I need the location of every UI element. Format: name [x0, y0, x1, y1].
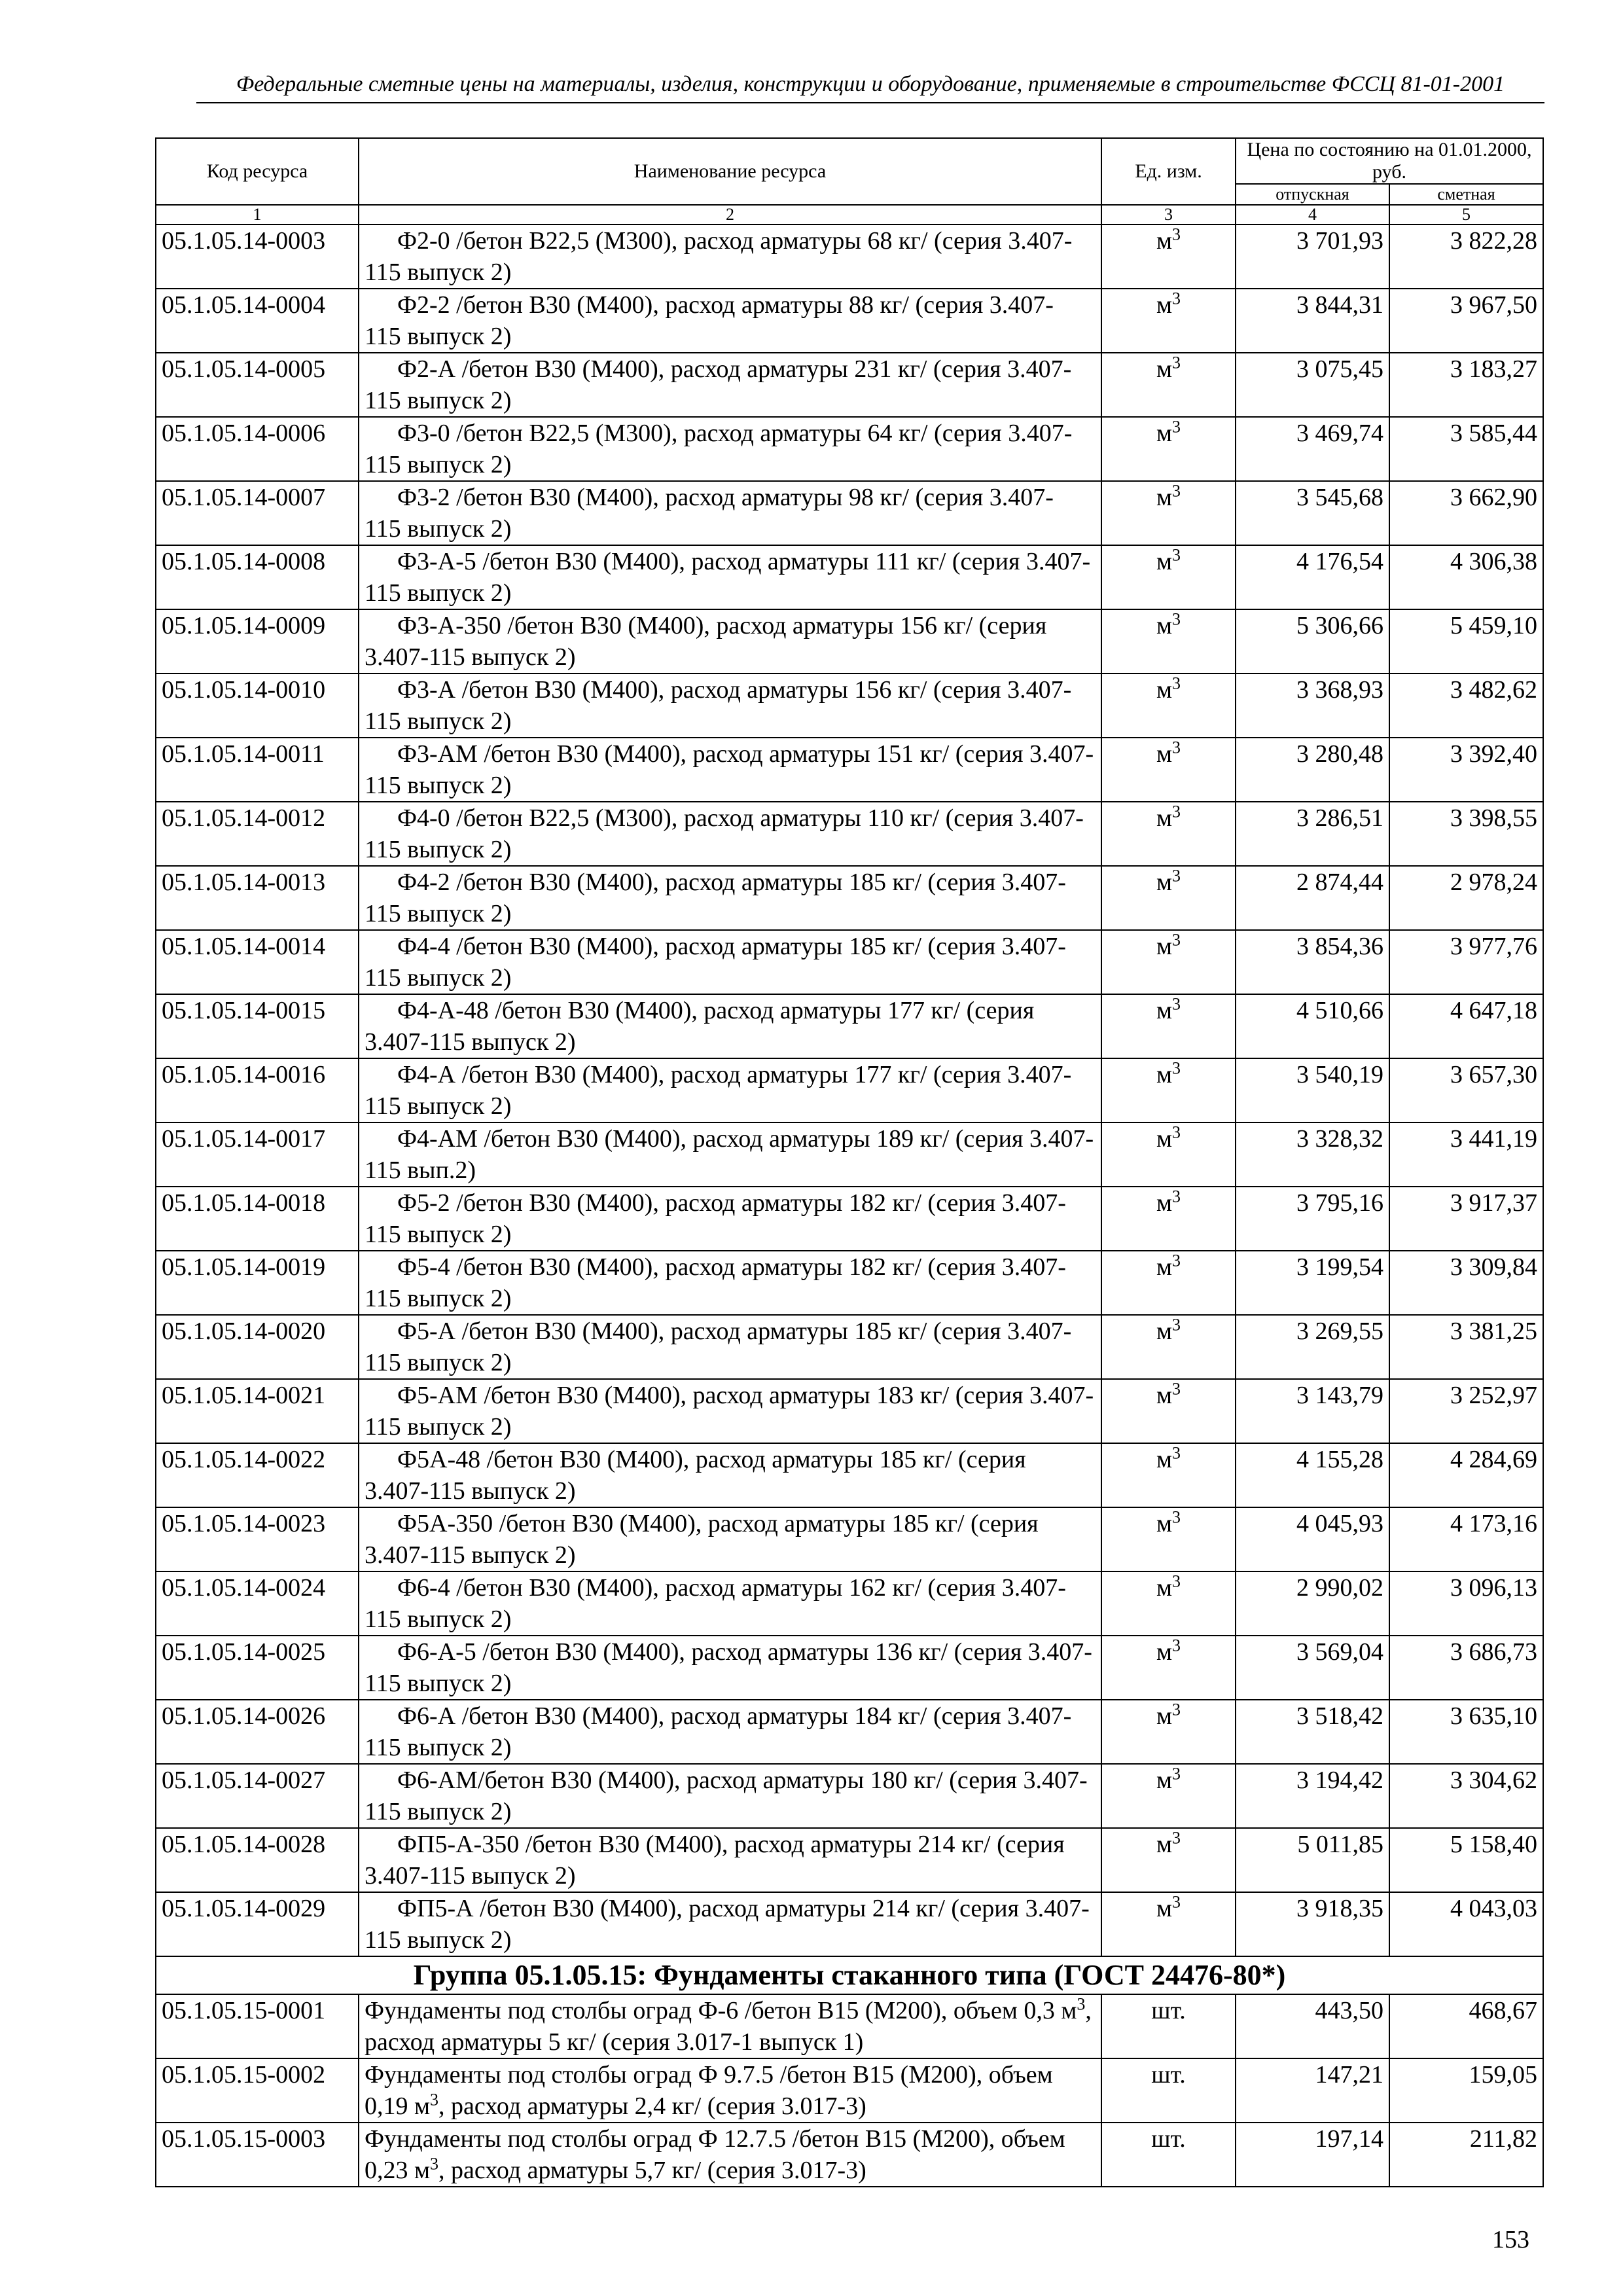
unit-label: м: [1156, 420, 1173, 447]
table-row: [156, 994, 1543, 1058]
table-row: [156, 1764, 1543, 1828]
unit-cell: [1101, 1892, 1236, 1956]
unit-label: м: [1156, 804, 1173, 832]
unit-label: шт.: [1101, 2058, 1236, 2123]
wholesale-price: 443,50: [1236, 1994, 1389, 2058]
wholesale-price: 3 795,16: [1236, 1187, 1389, 1251]
table-row: [156, 481, 1543, 545]
table-row: [156, 609, 1543, 673]
estimate-price: 4 647,18: [1389, 994, 1543, 1058]
unit-label: м: [1156, 1702, 1173, 1730]
unit-label: м: [1156, 227, 1173, 255]
wholesale-price: 4 510,66: [1236, 994, 1389, 1058]
unit-cell: [1101, 1571, 1236, 1636]
table-row: [156, 1828, 1543, 1892]
estimate-price: 4 306,38: [1389, 545, 1543, 609]
estimate-price: 3 309,84: [1389, 1251, 1543, 1315]
unit-exponent: 3: [1172, 1828, 1181, 1848]
estimate-price: 3 183,27: [1389, 353, 1543, 417]
resource-name-part: , расход арматуры 2,4 кг/ (серия 3.017-3): [438, 2092, 866, 2120]
table-row: [156, 289, 1543, 353]
table-row: [156, 1636, 1543, 1700]
resource-name: [359, 1994, 1101, 2058]
resource-name-part: , расход арматуры 5 кг/ (серия 3.017-1 выпуск 1): [365, 1997, 1092, 2056]
resource-code: 05.1.05.14-0029: [156, 1892, 359, 1956]
estimate-price: 468,67: [1389, 1994, 1543, 2058]
unit-exponent: 3: [1172, 1251, 1181, 1270]
table-row: [156, 1379, 1543, 1443]
unit-label: м: [1156, 1189, 1173, 1217]
unit-exponent: 3: [1172, 1058, 1181, 1078]
estimate-price: 3 822,28: [1389, 224, 1543, 289]
wholesale-price: 4 155,28: [1236, 1443, 1389, 1507]
wholesale-price: 3 280,48: [1236, 738, 1389, 802]
unit-cell: [1101, 1122, 1236, 1187]
unit-label: м: [1156, 612, 1173, 639]
resource-name: Ф3-А-350 /бетон В30 (М400), расход арматуры 156 кг/ (серия 3.407-115 выпуск 2): [359, 609, 1101, 673]
unit-exponent: 3: [1172, 1122, 1181, 1142]
unit-label: м: [1156, 1318, 1173, 1345]
unit-label: шт.: [1101, 1994, 1236, 2058]
resource-code: 05.1.05.14-0006: [156, 417, 359, 481]
col-number: 2: [359, 205, 1101, 224]
wholesale-price: 3 518,42: [1236, 1700, 1389, 1764]
col-number: 5: [1389, 205, 1543, 224]
resource-code: 05.1.05.14-0013: [156, 866, 359, 930]
unit-exponent: 3: [1172, 1700, 1181, 1719]
unit-cell: [1101, 545, 1236, 609]
resource-name: Ф4-А /бетон В30 (М400), расход арматуры 177 кг/ (серия 3.407-115 выпуск 2): [359, 1058, 1101, 1122]
unit-label: м: [1156, 1446, 1173, 1473]
table-row: [156, 1700, 1543, 1764]
unit-label: м: [1156, 1061, 1173, 1088]
table-row: [156, 1251, 1543, 1315]
unit-cell: [1101, 1058, 1236, 1122]
table-row: [156, 1058, 1543, 1122]
col-header-unit: Ед. изм.: [1101, 138, 1236, 205]
unit-label: м: [1156, 740, 1173, 768]
wholesale-price: 3 545,68: [1236, 481, 1389, 545]
resource-code: 05.1.05.14-0022: [156, 1443, 359, 1507]
col-number: 1: [156, 205, 359, 224]
unit-label: м: [1156, 291, 1173, 319]
estimate-price: 3 482,62: [1389, 673, 1543, 738]
resource-name: Ф4-0 /бетон В22,5 (М300), расход арматуры 110 кг/ (серия 3.407-115 выпуск 2): [359, 802, 1101, 866]
estimate-price: 159,05: [1389, 2058, 1543, 2123]
unit-exponent: 3: [1172, 930, 1181, 950]
estimate-price: 3 392,40: [1389, 738, 1543, 802]
volume-exponent: 3: [430, 2154, 439, 2174]
estimate-price: 5 459,10: [1389, 609, 1543, 673]
estimate-price: 5 158,40: [1389, 1828, 1543, 1892]
estimate-price: 3 977,76: [1389, 930, 1543, 994]
unit-exponent: 3: [1172, 1636, 1181, 1655]
unit-exponent: 3: [1172, 802, 1181, 821]
resource-code: 05.1.05.14-0012: [156, 802, 359, 866]
unit-cell: [1101, 994, 1236, 1058]
unit-exponent: 3: [1172, 417, 1181, 437]
wholesale-price: 3 918,35: [1236, 1892, 1389, 1956]
col-header-wholesale: отпускная: [1236, 184, 1389, 205]
unit-exponent: 3: [1172, 738, 1181, 757]
unit-cell: [1101, 866, 1236, 930]
resource-code: 05.1.05.14-0027: [156, 1764, 359, 1828]
unit-exponent: 3: [1172, 866, 1181, 886]
estimate-price: 211,82: [1389, 2123, 1543, 2187]
unit-cell: [1101, 1251, 1236, 1315]
resource-name: Ф6-АМ/бетон В30 (М400), расход арматуры 180 кг/ (серия 3.407-115 выпуск 2): [359, 1764, 1101, 1828]
resource-code: 05.1.05.14-0023: [156, 1507, 359, 1571]
resource-code: 05.1.05.14-0015: [156, 994, 359, 1058]
wholesale-price: 3 569,04: [1236, 1636, 1389, 1700]
unit-exponent: 3: [1172, 224, 1181, 244]
resource-code: 05.1.05.14-0005: [156, 353, 359, 417]
resource-code: 05.1.05.14-0003: [156, 224, 359, 289]
wholesale-price: 3 844,31: [1236, 289, 1389, 353]
estimate-price: 2 978,24: [1389, 866, 1543, 930]
unit-label: м: [1156, 1574, 1173, 1602]
resource-name-part: Фундаменты под столбы оград Ф 12.7.5 /бетон В15 (М200), объем 0,23 м: [365, 2125, 1065, 2184]
unit-exponent: 3: [1172, 481, 1181, 501]
col-header-estimate: сметная: [1389, 184, 1543, 205]
unit-cell: [1101, 1187, 1236, 1251]
estimate-price: 4 284,69: [1389, 1443, 1543, 1507]
resource-code: 05.1.05.14-0018: [156, 1187, 359, 1251]
unit-label: шт.: [1101, 2123, 1236, 2187]
estimate-price: 3 967,50: [1389, 289, 1543, 353]
unit-label: м: [1156, 1895, 1173, 1922]
group-heading: Группа 05.1.05.15: Фундаменты стаканного типа (ГОСТ 24476-80*): [156, 1956, 1543, 1994]
unit-label: м: [1156, 355, 1173, 383]
resource-name: Ф3-2 /бетон В30 (М400), расход арматуры 98 кг/ (серия 3.407- 115 выпуск 2): [359, 481, 1101, 545]
wholesale-price: 3 540,19: [1236, 1058, 1389, 1122]
unit-cell: [1101, 1636, 1236, 1700]
estimate-price: 3 917,37: [1389, 1187, 1543, 1251]
wholesale-price: 3 328,32: [1236, 1122, 1389, 1187]
estimate-price: 3 381,25: [1389, 1315, 1543, 1379]
volume-exponent: 3: [430, 2090, 439, 2109]
unit-label: м: [1156, 1831, 1173, 1858]
unit-label: м: [1156, 869, 1173, 896]
resource-code: 05.1.05.14-0025: [156, 1636, 359, 1700]
unit-exponent: 3: [1172, 545, 1181, 565]
unit-exponent: 3: [1172, 609, 1181, 629]
unit-exponent: 3: [1172, 353, 1181, 372]
col-header-name: Наименование ресурса: [359, 138, 1101, 205]
wholesale-price: 3 199,54: [1236, 1251, 1389, 1315]
unit-cell: [1101, 1764, 1236, 1828]
resource-name-part: Фундаменты под столбы оград Ф 9.7.5 /бетон В15 (М200), объем 0,19 м: [365, 2061, 1053, 2120]
resource-code: 05.1.05.14-0009: [156, 609, 359, 673]
resource-code: 05.1.05.15-0002: [156, 2058, 359, 2123]
unit-cell: [1101, 673, 1236, 738]
unit-cell: [1101, 289, 1236, 353]
group-heading-row: [156, 1956, 1543, 1994]
col-number: 4: [1236, 205, 1389, 224]
table-row: [156, 353, 1543, 417]
table-row: [156, 1507, 1543, 1571]
wholesale-price: 3 854,36: [1236, 930, 1389, 994]
estimate-price: 3 662,90: [1389, 481, 1543, 545]
unit-label: м: [1156, 1638, 1173, 1666]
resource-name: Ф5-2 /бетон В30 (М400), расход арматуры 182 кг/ (серия 3.407- 115 выпуск 2): [359, 1187, 1101, 1251]
resource-code: 05.1.05.14-0028: [156, 1828, 359, 1892]
unit-exponent: 3: [1172, 1764, 1181, 1784]
resource-name: Ф2-А /бетон В30 (М400), расход арматуры 231 кг/ (серия 3.407-115 выпуск 2): [359, 353, 1101, 417]
wholesale-price: 2 990,02: [1236, 1571, 1389, 1636]
unit-exponent: 3: [1172, 1379, 1181, 1399]
running-header: Федеральные сметные цены на материалы, изделия, конструкции и оборудование, применяемые в строительстве ФССЦ 81-01-2001: [196, 72, 1544, 103]
estimate-price: 4 043,03: [1389, 1892, 1543, 1956]
table-row: [156, 866, 1543, 930]
resource-name: Ф4-А-48 /бетон В30 (М400), расход арматуры 177 кг/ (серия 3.407-115 выпуск 2): [359, 994, 1101, 1058]
resource-name-part: , расход арматуры 5,7 кг/ (серия 3.017-3): [438, 2157, 866, 2184]
estimate-price: 3 686,73: [1389, 1636, 1543, 1700]
wholesale-price: 5 011,85: [1236, 1828, 1389, 1892]
estimate-price: 3 657,30: [1389, 1058, 1543, 1122]
estimate-price: 4 173,16: [1389, 1507, 1543, 1571]
resource-name: Ф3-0 /бетон В22,5 (М300), расход арматуры 64 кг/ (серия 3.407-115 выпуск 2): [359, 417, 1101, 481]
table-row: [156, 930, 1543, 994]
table-row: [156, 1187, 1543, 1251]
resource-code: 05.1.05.14-0016: [156, 1058, 359, 1122]
unit-label: м: [1156, 1125, 1173, 1153]
volume-exponent: 3: [1077, 1994, 1086, 2014]
resource-code: 05.1.05.14-0024: [156, 1571, 359, 1636]
wholesale-price: 147,21: [1236, 2058, 1389, 2123]
resource-code: 05.1.05.14-0014: [156, 930, 359, 994]
resource-name: Ф5-АМ /бетон В30 (М400), расход арматуры 183 кг/ (серия 3.407-115 выпуск 2): [359, 1379, 1101, 1443]
table-row: [156, 417, 1543, 481]
wholesale-price: 3 194,42: [1236, 1764, 1389, 1828]
resource-code: 05.1.05.15-0001: [156, 1994, 359, 2058]
unit-cell: [1101, 481, 1236, 545]
unit-cell: [1101, 1700, 1236, 1764]
estimate-price: 3 096,13: [1389, 1571, 1543, 1636]
resource-code: 05.1.05.14-0021: [156, 1379, 359, 1443]
wholesale-price: 3 701,93: [1236, 224, 1389, 289]
resource-name: Ф4-2 /бетон В30 (М400), расход арматуры 185 кг/ (серия 3.407- 115 выпуск 2): [359, 866, 1101, 930]
unit-exponent: 3: [1172, 1571, 1181, 1591]
wholesale-price: 3 269,55: [1236, 1315, 1389, 1379]
estimate-price: 3 398,55: [1389, 802, 1543, 866]
resource-code: 05.1.05.14-0010: [156, 673, 359, 738]
estimate-price: 3 252,97: [1389, 1379, 1543, 1443]
table-row: [156, 802, 1543, 866]
unit-label: м: [1156, 484, 1173, 511]
resource-name: Ф4-4 /бетон В30 (М400), расход арматуры 185 кг/ (серия 3.407- 115 выпуск 2): [359, 930, 1101, 994]
unit-exponent: 3: [1172, 1892, 1181, 1912]
table-row: [156, 1122, 1543, 1187]
unit-cell: [1101, 930, 1236, 994]
resource-name: Ф4-АМ /бетон В30 (М400), расход арматуры 189 кг/ (серия 3.407-115 вып.2): [359, 1122, 1101, 1187]
table-body: [156, 224, 1543, 2187]
unit-cell: [1101, 1443, 1236, 1507]
estimate-price: 3 585,44: [1389, 417, 1543, 481]
resource-name-part: Фундаменты под столбы оград Ф-6 /бетон В15 (М200), объем 0,3 м: [365, 1997, 1077, 2024]
resource-name: Ф5-А /бетон В30 (М400), расход арматуры 185 кг/ (серия 3.407-115 выпуск 2): [359, 1315, 1101, 1379]
resource-name: [359, 2123, 1101, 2187]
unit-cell: [1101, 802, 1236, 866]
resource-name: Ф5-4 /бетон В30 (М400), расход арматуры 182 кг/ (серия 3.407- 115 выпуск 2): [359, 1251, 1101, 1315]
table-row: [156, 673, 1543, 738]
table-row: [156, 1994, 1543, 2058]
unit-cell: [1101, 1379, 1236, 1443]
estimate-price: 3 635,10: [1389, 1700, 1543, 1764]
table-row: [156, 545, 1543, 609]
resource-code: 05.1.05.15-0003: [156, 2123, 359, 2187]
resource-name: Ф2-2 /бетон В30 (М400), расход арматуры 88 кг/ (серия 3.407- 115 выпуск 2): [359, 289, 1101, 353]
wholesale-price: 2 874,44: [1236, 866, 1389, 930]
table-row: [156, 224, 1543, 289]
unit-label: м: [1156, 676, 1173, 704]
unit-exponent: 3: [1172, 1315, 1181, 1335]
unit-exponent: 3: [1172, 289, 1181, 308]
resource-code: 05.1.05.14-0004: [156, 289, 359, 353]
unit-cell: [1101, 1315, 1236, 1379]
resource-code: 05.1.05.14-0007: [156, 481, 359, 545]
wholesale-price: 3 143,79: [1236, 1379, 1389, 1443]
unit-label: м: [1156, 1382, 1173, 1409]
resource-name: Ф5А-350 /бетон В30 (М400), расход арматуры 185 кг/ (серия 3.407-115 выпуск 2): [359, 1507, 1101, 1571]
wholesale-price: 3 286,51: [1236, 802, 1389, 866]
resource-name: Ф3-АМ /бетон В30 (М400), расход арматуры 151 кг/ (серия 3.407-115 выпуск 2): [359, 738, 1101, 802]
table-row: [156, 1315, 1543, 1379]
resource-name: ФП5-А /бетон В30 (М400), расход арматуры 214 кг/ (серия 3.407-115 выпуск 2): [359, 1892, 1101, 1956]
unit-label: м: [1156, 1253, 1173, 1281]
col-header-code: Код ресурса: [156, 138, 359, 205]
estimate-price: 3 304,62: [1389, 1764, 1543, 1828]
table-row: [156, 1443, 1543, 1507]
price-table: [155, 137, 1544, 2187]
resource-name: Ф6-4 /бетон В30 (М400), расход арматуры 162 кг/ (серия 3.407- 115 выпуск 2): [359, 1571, 1101, 1636]
unit-cell: [1101, 353, 1236, 417]
unit-exponent: 3: [1172, 1507, 1181, 1527]
unit-label: м: [1156, 1510, 1173, 1537]
wholesale-price: 5 306,66: [1236, 609, 1389, 673]
resource-code: 05.1.05.14-0017: [156, 1122, 359, 1187]
resource-code: 05.1.05.14-0020: [156, 1315, 359, 1379]
unit-cell: [1101, 224, 1236, 289]
unit-label: м: [1156, 1767, 1173, 1794]
wholesale-price: 4 176,54: [1236, 545, 1389, 609]
resource-name: ФП5-А-350 /бетон В30 (М400), расход арматуры 214 кг/ (серия 3.407-115 выпуск 2): [359, 1828, 1101, 1892]
unit-cell: [1101, 738, 1236, 802]
unit-exponent: 3: [1172, 994, 1181, 1014]
unit-label: м: [1156, 548, 1173, 575]
resource-name: [359, 2058, 1101, 2123]
unit-label: м: [1156, 933, 1173, 960]
unit-exponent: 3: [1172, 1187, 1181, 1206]
resource-code: 05.1.05.14-0011: [156, 738, 359, 802]
resource-code: 05.1.05.14-0026: [156, 1700, 359, 1764]
unit-cell: [1101, 1828, 1236, 1892]
estimate-price: 3 441,19: [1389, 1122, 1543, 1187]
table-row: [156, 738, 1543, 802]
resource-name: Ф3-А-5 /бетон В30 (М400), расход арматуры 111 кг/ (серия 3.407-115 выпуск 2): [359, 545, 1101, 609]
table-row: [156, 1571, 1543, 1636]
page-number: 153: [1492, 2226, 1529, 2253]
wholesale-price: 3 469,74: [1236, 417, 1389, 481]
unit-exponent: 3: [1172, 673, 1181, 693]
col-number: 3: [1101, 205, 1236, 224]
resource-code: 05.1.05.14-0008: [156, 545, 359, 609]
unit-cell: [1101, 417, 1236, 481]
table-row: [156, 2123, 1543, 2187]
wholesale-price: 3 075,45: [1236, 353, 1389, 417]
wholesale-price: 197,14: [1236, 2123, 1389, 2187]
wholesale-price: 3 368,93: [1236, 673, 1389, 738]
resource-name: Ф3-А /бетон В30 (М400), расход арматуры 156 кг/ (серия 3.407-115 выпуск 2): [359, 673, 1101, 738]
col-header-price: Цена по состоянию на 01.01.2000, руб.: [1236, 138, 1543, 184]
resource-name: Ф6-А /бетон В30 (М400), расход арматуры 184 кг/ (серия 3.407-115 выпуск 2): [359, 1700, 1101, 1764]
resource-name: Ф2-0 /бетон В22,5 (М300), расход арматуры 68 кг/ (серия 3.407-115 выпуск 2): [359, 224, 1101, 289]
table-row: [156, 2058, 1543, 2123]
resource-code: 05.1.05.14-0019: [156, 1251, 359, 1315]
table-row: [156, 1892, 1543, 1956]
unit-cell: [1101, 1507, 1236, 1571]
resource-name: Ф6-А-5 /бетон В30 (М400), расход арматуры 136 кг/ (серия 3.407-115 выпуск 2): [359, 1636, 1101, 1700]
unit-cell: [1101, 609, 1236, 673]
resource-name: Ф5А-48 /бетон В30 (М400), расход арматуры 185 кг/ (серия 3.407-115 выпуск 2): [359, 1443, 1101, 1507]
unit-label: м: [1156, 997, 1173, 1024]
wholesale-price: 4 045,93: [1236, 1507, 1389, 1571]
unit-exponent: 3: [1172, 1443, 1181, 1463]
